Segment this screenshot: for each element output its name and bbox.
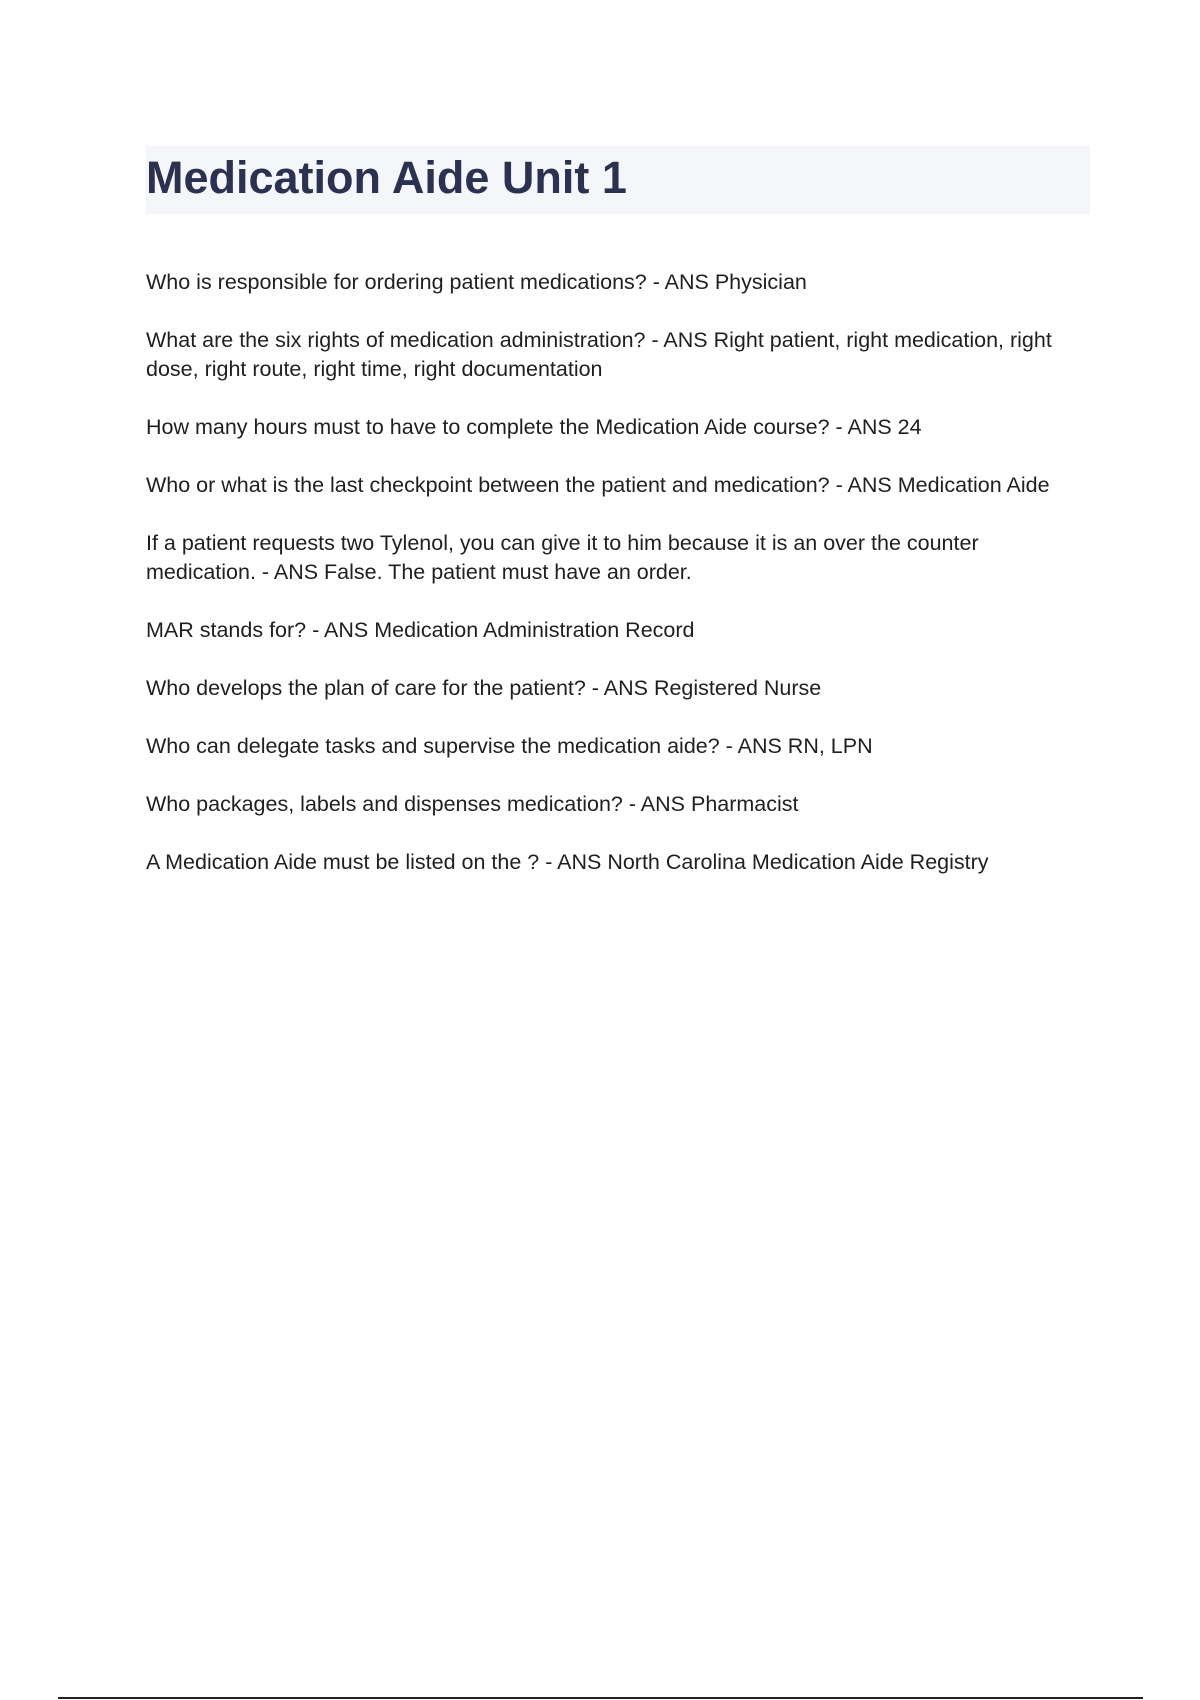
qa-item-8: Who can delegate tasks and supervise the medication aide? - ANS RN, LPN xyxy=(146,734,873,758)
qa-item-1: Who is responsible for ordering patient medications? - ANS Physician xyxy=(146,270,807,294)
qa-item-7: Who develops the plan of care for the patient? - ANS Registered Nurse xyxy=(146,676,822,700)
page-title: Medication Aide Unit 1 xyxy=(146,152,627,203)
qa-item-9: Who packages, labels and dispenses medication? - ANS Pharmacist xyxy=(146,792,799,816)
qa-item-5: If a patient requests two Tylenol, you can give it to him because it is an over the counter medication. - ANS False. The patient must have an order. xyxy=(146,531,979,584)
qa-item-4: Who or what is the last checkpoint between the patient and medication? - ANS Medication Aide xyxy=(146,473,1050,497)
footer-divider xyxy=(58,1697,1143,1699)
title-banner xyxy=(146,146,1090,214)
qa-item-6: MAR stands for? - ANS Medication Administration Record xyxy=(146,618,695,642)
qa-item-2: What are the six rights of medication administration? - ANS Right patient, right medication, right dose, right route, right time, right documentation xyxy=(146,328,1052,381)
qa-item-10: A Medication Aide must be listed on the ? - ANS North Carolina Medication Aide Registry xyxy=(146,850,989,874)
qa-item-3: How many hours must to have to complete the Medication Aide course? - ANS 24 xyxy=(146,415,922,439)
qa-list xyxy=(146,268,1090,906)
